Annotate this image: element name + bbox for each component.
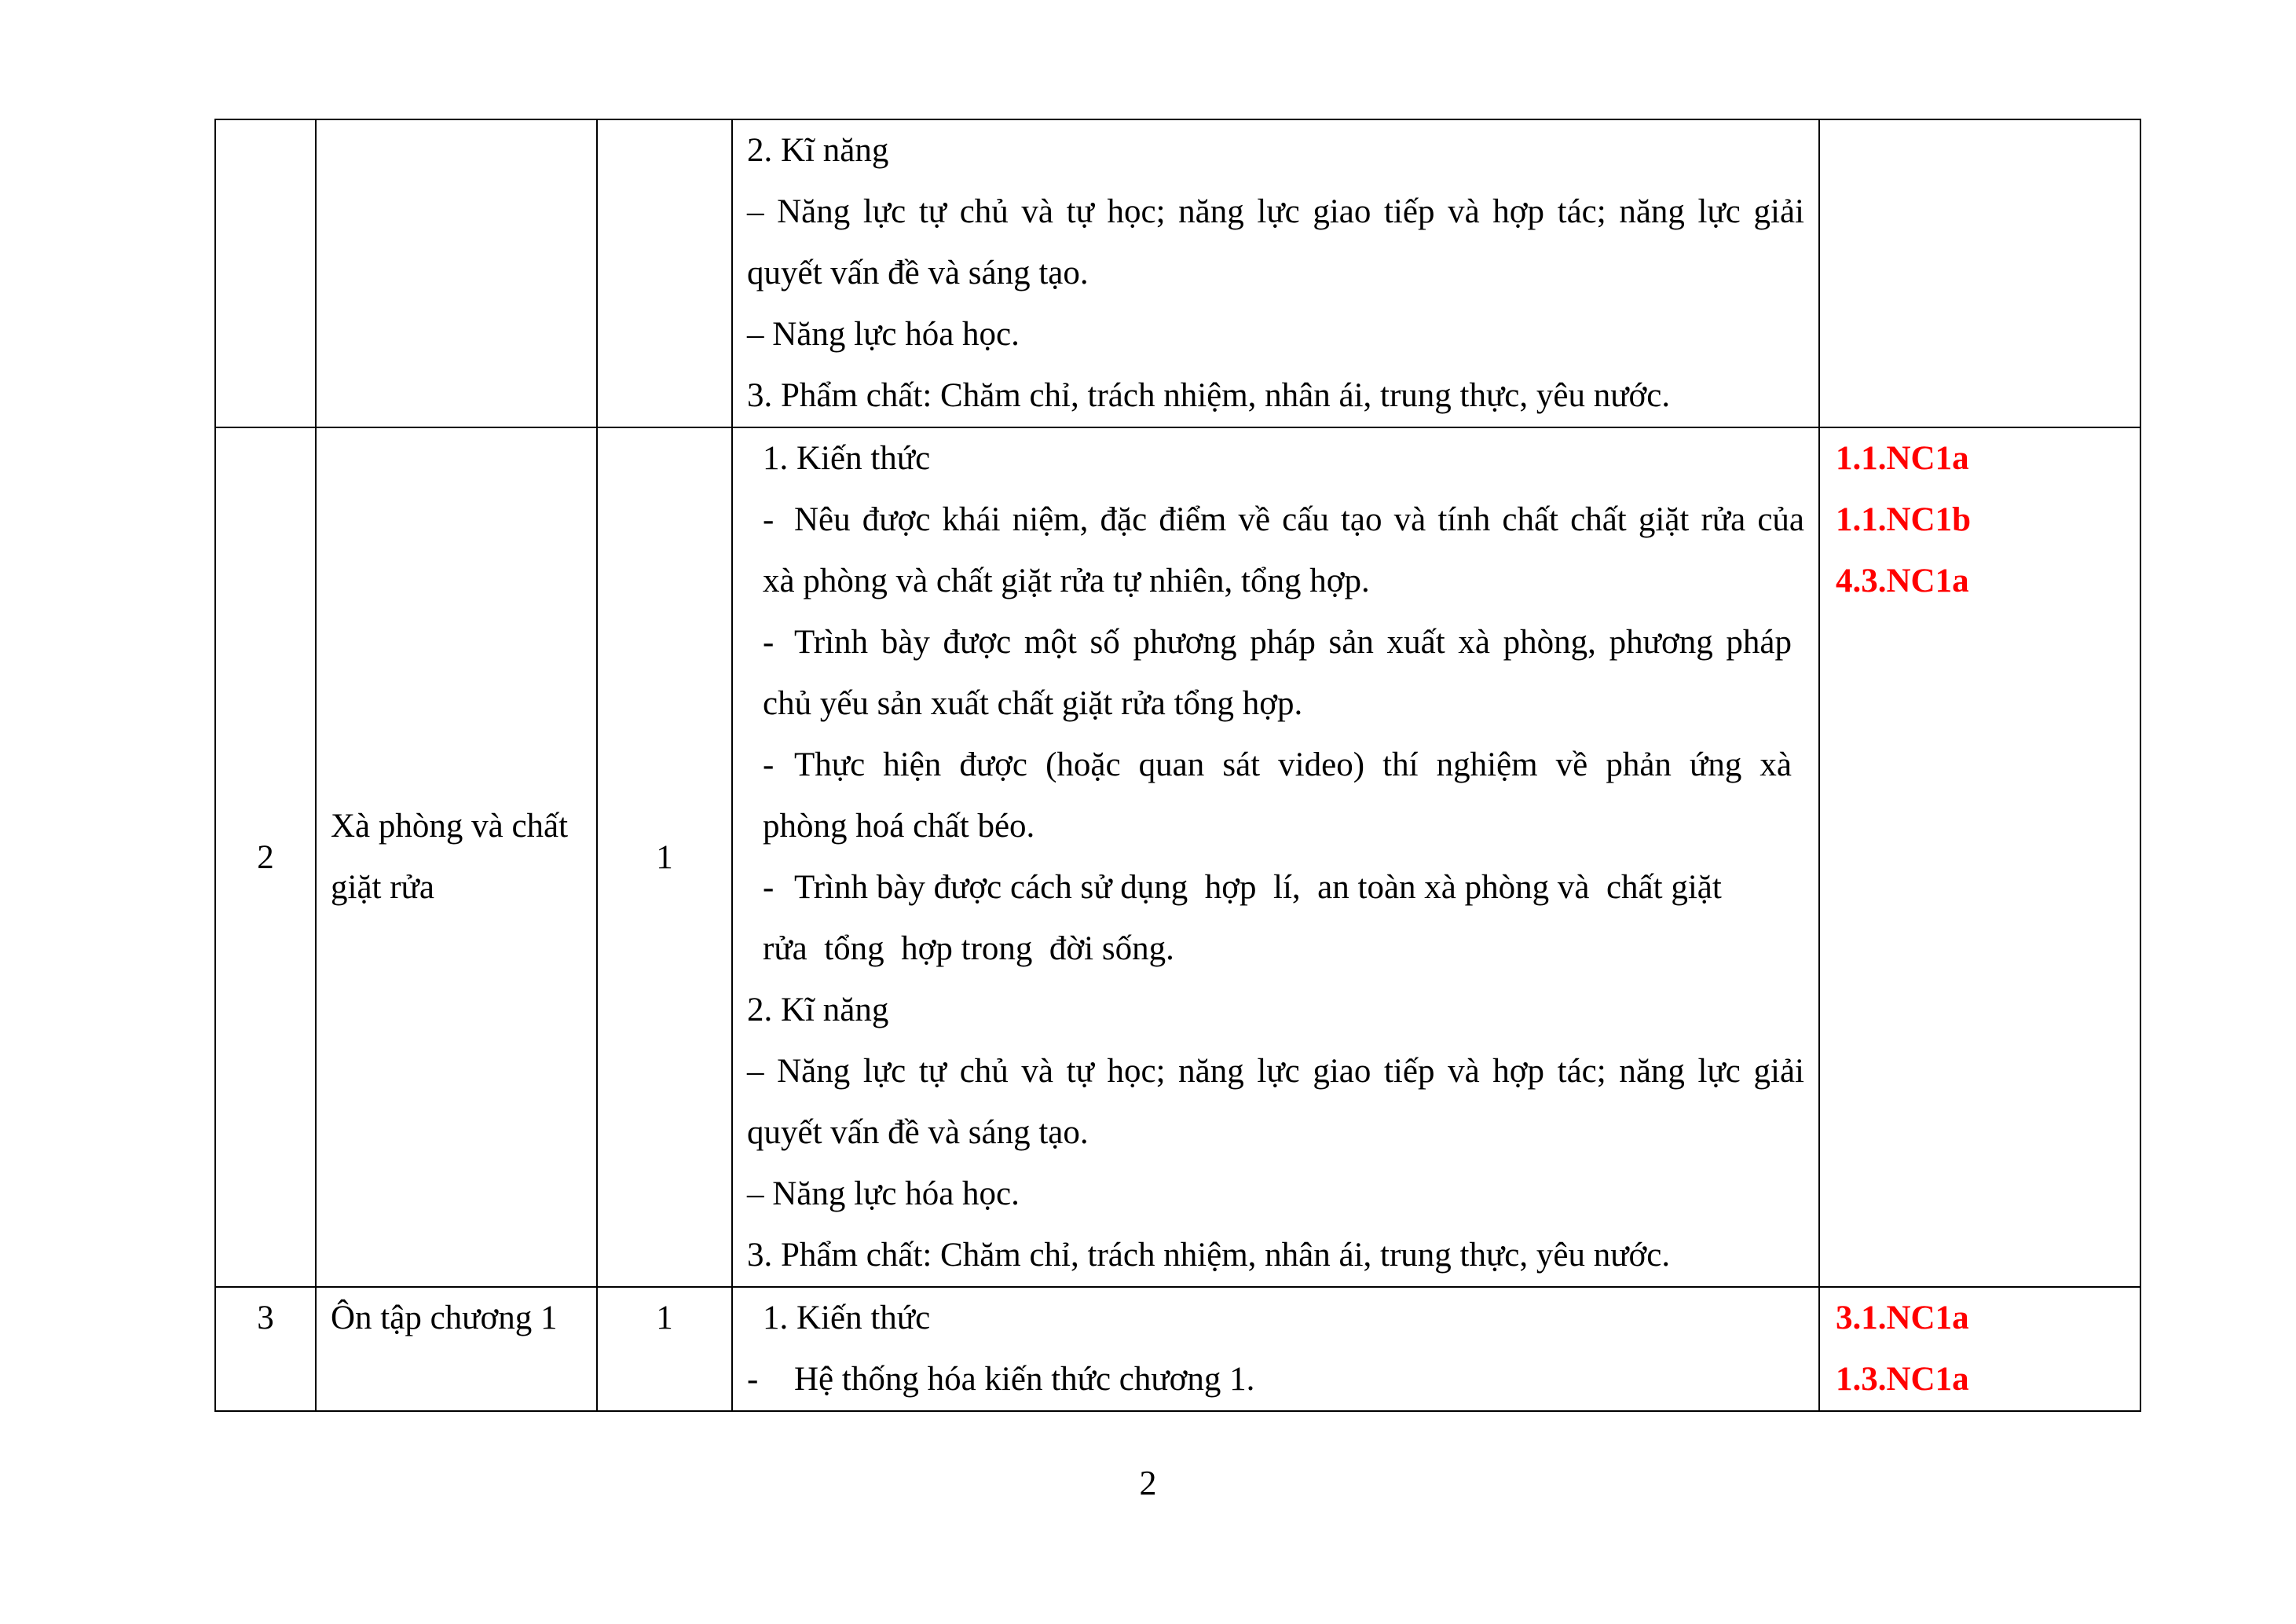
curriculum-table [214,119,2141,1412]
skills-line: quyết vấn đề và sáng tạo. [747,1114,1089,1151]
bullet-dash: - [763,746,774,783]
stt-value: 2 [257,838,274,876]
skills-line: – Năng lực hóa học. [747,1175,1020,1212]
bullet-line-continued: xà phòng và chất giặt rửa tự nhiên, tổng hợp. [763,563,1370,599]
code-cell [1819,119,2140,427]
lesson-name: Ôn tập chương 1 [331,1300,558,1336]
bullet-line [747,735,1804,796]
bullet-dash: - [747,1361,759,1398]
bullet-text: Trình bày được một số phương pháp sản xuất xà phòng, phương pháp [794,624,1792,661]
competency-code: 1.1.NC1b [1836,501,1972,538]
bullet-dash: - [763,869,774,906]
bullet-text: Hệ thống hóa kiến thức chương 1. [794,1361,1255,1398]
competency-code: 4.3.NC1a [1836,563,1969,599]
code-cell [1819,1287,2140,1411]
lesson-name: Xà phòng và chất giặt rửa [331,808,569,906]
lesson-name-cell [316,1287,597,1411]
bullet-line-continued: chủ yếu sản xuất chất giặt rửa tổng hợp. [763,685,1303,722]
bullet-line [747,1349,1804,1410]
bullet-line [747,612,1804,673]
skills-line: – Năng lực tự chủ và tự học; năng lực giao tiếp và hợp tác; năng lực giải [747,193,1804,230]
table-row [215,1287,2140,1411]
bullet-text: Nêu được khái niệm, đặc điểm về cấu tạo và tính chất chất giặt rửa của [794,501,1804,538]
hours-cell [597,427,732,1287]
qualities-line: 3. Phẩm chất: Chăm chỉ, trách nhiệm, nhân ái, trung thực, yêu nước. [747,1237,1671,1274]
bullet-dash: - [763,624,774,661]
stt-value: 3 [257,1300,274,1336]
bullet-dash: - [763,501,774,538]
code-cell [1819,427,2140,1287]
qualities-line: 3. Phẩm chất: Chăm chỉ, trách nhiệm, nhân ái, trung thực, yêu nước. [747,377,1671,414]
requirements-cell [732,427,1819,1287]
skills-line: – Năng lực tự chủ và tự học; năng lực giao tiếp và hợp tác; năng lực giải [747,1053,1804,1090]
lesson-name-cell [316,427,597,1287]
hours-value: 1 [656,838,673,876]
bullet-line-continued: phòng hoá chất béo. [763,808,1035,845]
bullet-text: Thực hiện được (hoặc quan sát video) thí nghiệm về phản ứng xà [794,746,1792,783]
competency-code: 1.1.NC1a [1836,440,1969,477]
bullet-line-continued: rửa tổng hợp trong đời sống. [763,930,1174,967]
lesson-name-cell [316,119,597,427]
knowledge-heading: 1. Kiến thức [763,1300,931,1336]
bullet-line [747,857,1804,918]
stt-cell [215,1287,316,1411]
table-row [215,119,2140,427]
hours-cell [597,1287,732,1411]
hours-value: 1 [656,1300,673,1336]
bullet-text: Trình bày được cách sử dụng hợp lí, an toàn xà phòng và chất giặt [794,869,1722,906]
knowledge-heading: 1. Kiến thức [763,440,931,477]
hours-cell [597,119,732,427]
competency-code: 1.3.NC1a [1836,1361,1969,1398]
bullet-line [747,489,1804,551]
skills-line: – Năng lực hóa học. [747,316,1020,353]
page-number: 2 [1139,1464,1157,1502]
stt-cell [215,119,316,427]
competency-code: 3.1.NC1a [1836,1300,1969,1336]
requirements-cell [732,1287,1819,1411]
table-row [215,427,2140,1287]
requirements-cell [732,119,1819,427]
skills-heading: 2. Kĩ năng [747,132,889,169]
skills-heading: 2. Kĩ năng [747,992,889,1028]
stt-cell [215,427,316,1287]
skills-line: quyết vấn đề và sáng tạo. [747,255,1089,291]
